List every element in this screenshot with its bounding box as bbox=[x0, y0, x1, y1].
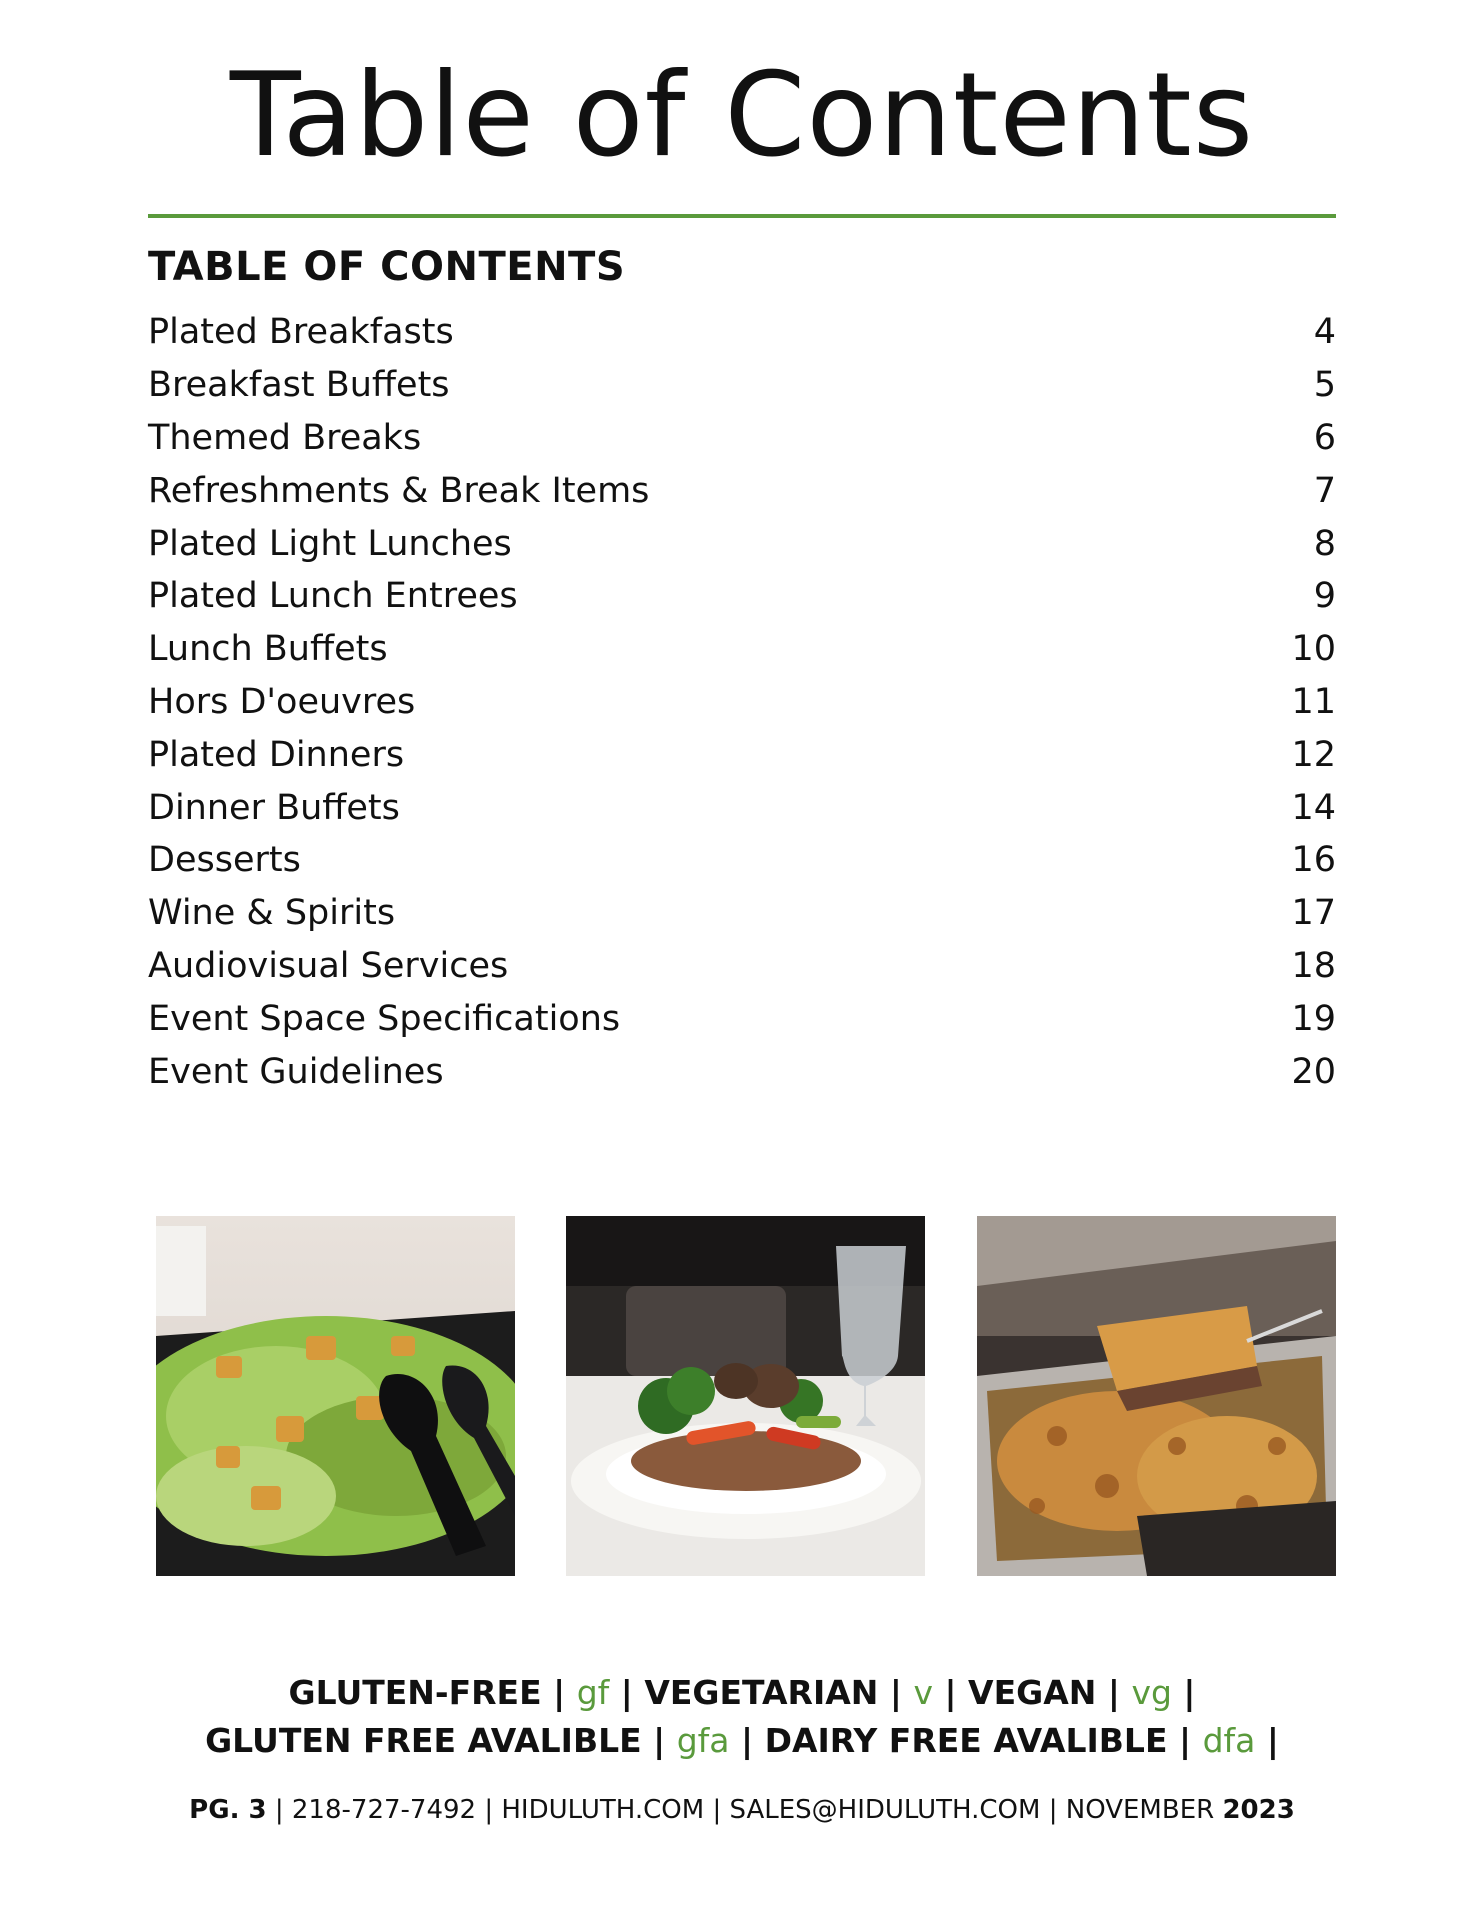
footer-website: HIDULUTH.COM bbox=[501, 1795, 705, 1825]
legend-code: vg bbox=[1131, 1673, 1172, 1712]
legend-separator: | bbox=[553, 1673, 566, 1712]
legend-separator: | bbox=[1266, 1721, 1279, 1760]
toc-entry-page: 18 bbox=[1291, 945, 1336, 986]
toc-entry-label: Event Space Specifications bbox=[148, 998, 621, 1039]
toc-entry-label: Event Guidelines bbox=[148, 1051, 444, 1092]
photo-strip bbox=[0, 1216, 1484, 1576]
toc-entry bbox=[148, 781, 1336, 834]
toc-heading: TABLE OF CONTENTS bbox=[148, 244, 626, 290]
toc-entry-label: Plated Breakfasts bbox=[148, 312, 454, 353]
legend-label: VEGETARIAN bbox=[644, 1673, 879, 1712]
footer-separator: | bbox=[484, 1795, 494, 1825]
legend-label: DAIRY FREE AVALIBLE bbox=[764, 1721, 1168, 1760]
toc-entry bbox=[148, 992, 1336, 1045]
toc-entry-label: Plated Dinners bbox=[148, 734, 405, 775]
toc-list bbox=[148, 306, 1336, 1098]
toc-entry bbox=[148, 834, 1336, 887]
toc-entry-label: Hors D'oeuvres bbox=[148, 681, 416, 722]
toc-entry-label: Breakfast Buffets bbox=[148, 365, 450, 406]
toc-entry-page: 14 bbox=[1291, 787, 1336, 828]
toc-entry bbox=[148, 676, 1336, 729]
toc-entry bbox=[148, 306, 1336, 359]
dietary-legend-line-1 bbox=[0, 1673, 1484, 1712]
footer-year: 2023 bbox=[1222, 1795, 1295, 1825]
toc-entry-label: Lunch Buffets bbox=[148, 629, 388, 670]
legend-separator: | bbox=[944, 1673, 957, 1712]
legend-separator: | bbox=[1183, 1673, 1196, 1712]
toc-entry bbox=[148, 623, 1336, 676]
toc-entry-label: Refreshments & Break Items bbox=[148, 470, 650, 511]
page-footer bbox=[0, 1795, 1484, 1825]
toc-entry-page: 5 bbox=[1313, 365, 1336, 406]
toc-entry bbox=[148, 570, 1336, 623]
legend-label: GLUTEN-FREE bbox=[288, 1673, 542, 1712]
footer-email: SALES@HIDULUTH.COM bbox=[729, 1795, 1041, 1825]
footer-separator: | bbox=[1048, 1795, 1058, 1825]
toc-entry-page: 9 bbox=[1313, 576, 1336, 617]
footer-separator: | bbox=[712, 1795, 722, 1825]
toc-entry-page: 10 bbox=[1291, 629, 1336, 670]
legend-separator: | bbox=[889, 1673, 902, 1712]
legend-separator: | bbox=[620, 1673, 633, 1712]
toc-entry-label: Themed Breaks bbox=[148, 417, 422, 458]
footer-month: NOVEMBER bbox=[1065, 1795, 1215, 1825]
toc-entry-page: 4 bbox=[1313, 312, 1336, 353]
toc-entry-label: Audiovisual Services bbox=[148, 945, 509, 986]
footer-page-number: PG. 3 bbox=[189, 1795, 267, 1825]
toc-entry bbox=[148, 412, 1336, 465]
toc-entry bbox=[148, 359, 1336, 412]
toc-entry-page: 7 bbox=[1313, 470, 1336, 511]
legend-code: gf bbox=[576, 1673, 610, 1712]
toc-entry-label: Wine & Spirits bbox=[148, 893, 396, 934]
legend-separator: | bbox=[653, 1721, 666, 1760]
legend-separator: | bbox=[1107, 1673, 1120, 1712]
toc-entry-label: Plated Lunch Entrees bbox=[148, 576, 518, 617]
dietary-legend-line-2 bbox=[0, 1721, 1484, 1760]
toc-entry-page: 6 bbox=[1313, 417, 1336, 458]
legend-separator: | bbox=[1179, 1721, 1192, 1760]
legend-code: v bbox=[913, 1673, 933, 1712]
toc-entry-page: 17 bbox=[1291, 893, 1336, 934]
toc-entry-label: Dinner Buffets bbox=[148, 787, 400, 828]
toc-entry-label: Plated Light Lunches bbox=[148, 523, 512, 564]
footer-separator: | bbox=[274, 1795, 284, 1825]
toc-entry bbox=[148, 517, 1336, 570]
toc-entry-label: Desserts bbox=[148, 840, 301, 881]
legend-label: VEGAN bbox=[968, 1673, 1097, 1712]
toc-entry-page: 12 bbox=[1291, 734, 1336, 775]
legend-label: GLUTEN FREE AVALIBLE bbox=[205, 1721, 642, 1760]
footer-phone: 218-727-7492 bbox=[291, 1795, 477, 1825]
page-title: Table of Contents bbox=[229, 48, 1255, 183]
title-divider bbox=[148, 214, 1336, 218]
toc-entry-page: 20 bbox=[1291, 1051, 1336, 1092]
legend-code: dfa bbox=[1202, 1721, 1256, 1760]
legend-code: gfa bbox=[676, 1721, 730, 1760]
toc-entry bbox=[148, 728, 1336, 781]
toc-entry-page: 11 bbox=[1291, 681, 1336, 722]
vegetable-rice-plate-photo bbox=[566, 1216, 925, 1576]
caesar-salad-photo bbox=[156, 1216, 515, 1576]
toc-entry-page: 8 bbox=[1313, 523, 1336, 564]
lasagna-tray-photo bbox=[977, 1216, 1336, 1576]
toc-entry-page: 19 bbox=[1291, 998, 1336, 1039]
legend-separator: | bbox=[741, 1721, 754, 1760]
toc-entry bbox=[148, 464, 1336, 517]
toc-entry-page: 16 bbox=[1291, 840, 1336, 881]
toc-entry bbox=[148, 940, 1336, 993]
toc-entry bbox=[148, 1045, 1336, 1098]
toc-entry bbox=[148, 887, 1336, 940]
